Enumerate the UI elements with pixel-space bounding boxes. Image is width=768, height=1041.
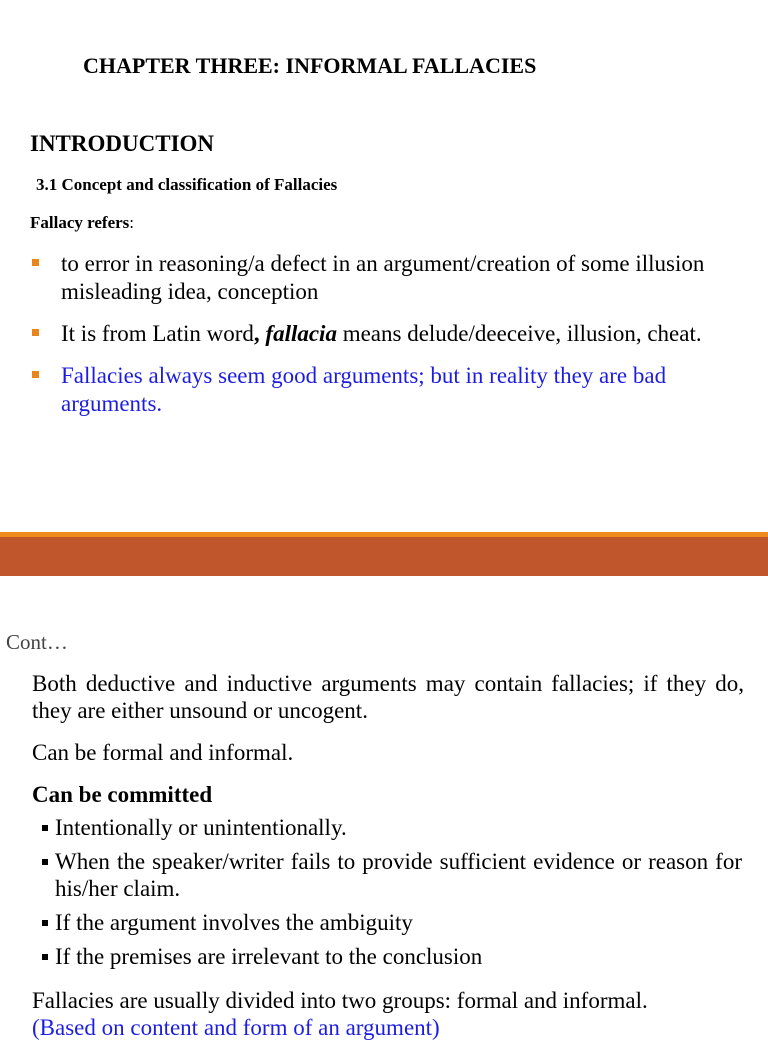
list-item <box>42 943 742 970</box>
latin-word: fallacia <box>265 321 337 346</box>
chapter-title: CHAPTER THREE: INFORMAL FALLACIES <box>83 53 537 78</box>
list-item <box>42 909 742 936</box>
list-item <box>42 814 742 841</box>
paragraph-deductive-inductive: Both deductive and inductive arguments may contain fallacies; if they do, they are either unsound or uncogent. <box>32 671 744 723</box>
square-bullet-icon <box>32 259 39 266</box>
bullet-text-pre: It is from Latin word <box>61 321 254 346</box>
latin-origin-bullet <box>30 320 750 348</box>
list-item-text: When the speaker/writer fails to provide sufficient evidence or reason for his/her claim. <box>55 849 742 901</box>
paragraph-basis-note: (Based on content and form of an argument) <box>32 1015 440 1040</box>
list-item-text: If the argument involves the ambiguity <box>55 910 413 935</box>
list-item-text: If the premises are irrelevant to the conclusion <box>55 944 483 969</box>
list-item-text: Intentionally or unintentionally. <box>55 815 347 840</box>
paragraph-fallacy-groups: Fallacies are usually divided into two groups: formal and informal. <box>32 988 648 1013</box>
fallacy-refers-label <box>30 213 134 233</box>
list-item <box>42 848 742 902</box>
definition-bullet <box>30 250 750 306</box>
introduction-heading: INTRODUCTION <box>30 131 215 156</box>
square-bullet-icon <box>42 825 48 831</box>
continuation-label: Cont… <box>6 630 68 654</box>
square-bullet-icon <box>32 329 39 336</box>
fallacy-refers-colon: : <box>129 213 135 232</box>
highlighted-bullet <box>30 362 750 418</box>
section-heading: 3.1 Concept and classification of Fallacies <box>36 175 338 194</box>
square-bullet-icon <box>42 920 48 926</box>
slide-divider-bar <box>0 537 768 576</box>
bullet-text: to error in reasoning/a defect in an argument/creation of some illusion misleading idea, conception <box>61 251 705 304</box>
bullet-text-post: means delude/deeceive, illusion, cheat. <box>336 321 702 346</box>
fallacy-refers-text: Fallacy refers <box>30 213 130 232</box>
bullet-text: Fallacies always seem good arguments; but in reality they are bad arguments. <box>61 363 667 416</box>
definition-bullet-list <box>30 250 750 432</box>
bullet-comma: , <box>253 321 266 346</box>
committed-bullet-list <box>42 814 742 977</box>
square-bullet-icon <box>42 859 48 865</box>
square-bullet-icon <box>42 954 48 960</box>
square-bullet-icon <box>32 371 39 378</box>
paragraph-formal-informal: Can be formal and informal. <box>32 740 294 765</box>
committed-heading: Can be committed <box>32 782 213 807</box>
